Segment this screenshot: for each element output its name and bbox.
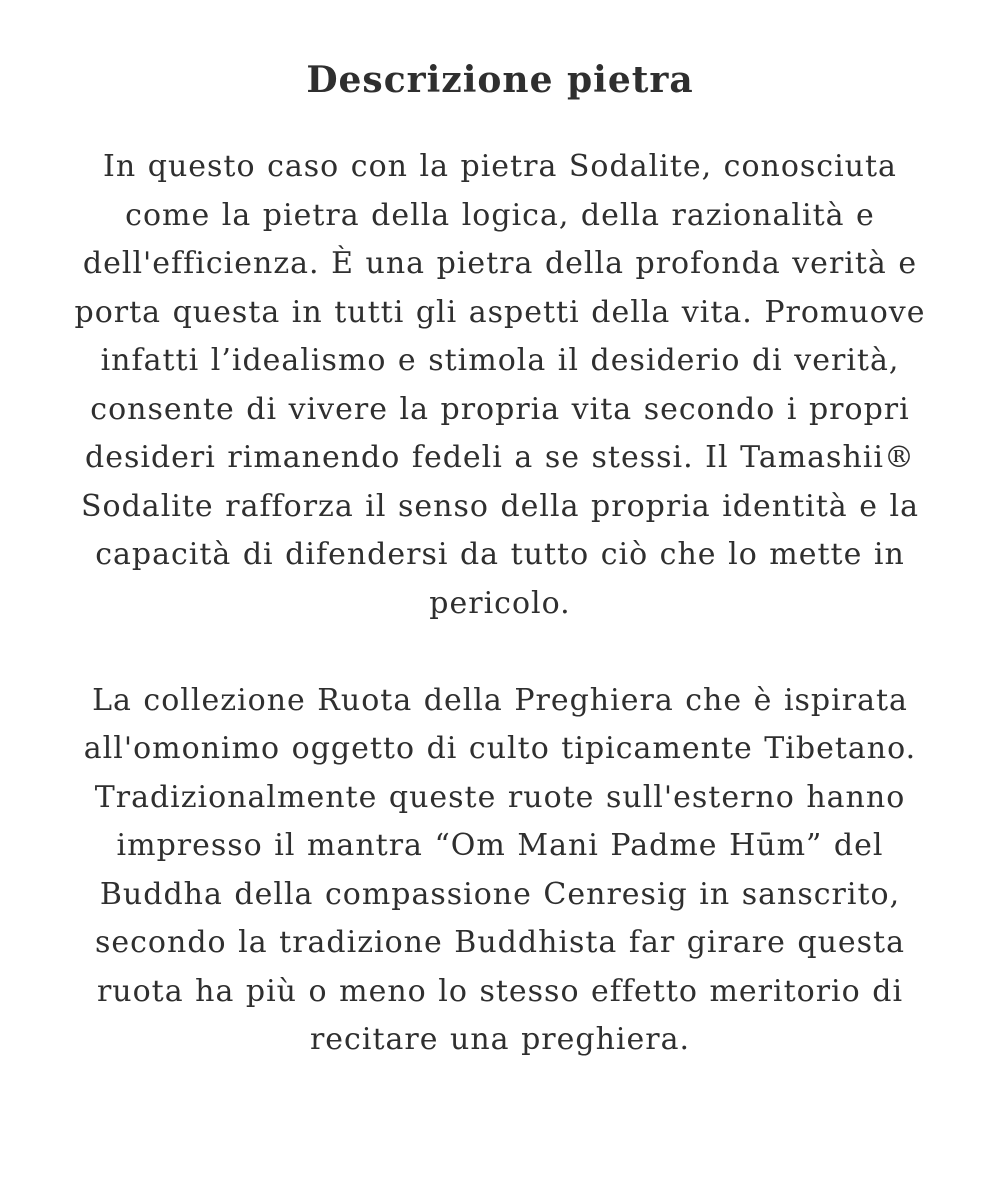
paragraph-line: come la pietra della logica, della razionalità e [125, 197, 875, 233]
paragraph-line: desideri rimanendo fedeli a se stessi. Il Tamashii® [85, 440, 915, 475]
paragraph-line: recitare una preghiera. [309, 1022, 691, 1057]
paragraph-line: In questo caso con la pietra Sodalite, conosciuta [103, 149, 897, 184]
paragraph-line: all'omonimo oggetto di culto tipicamente Tibetano. [83, 731, 917, 766]
paragraph-line: impresso il mantra “Om Mani Padme Hūm” del [116, 828, 884, 863]
paragraph-line: pericolo. [429, 585, 571, 621]
stone-description-paragraph [40, 143, 960, 628]
paragraph-line: infatti l’idealismo e stimola il desiderio di verità, [100, 343, 900, 378]
paragraph-line: Tradizionalmente queste ruote sull'esterno hanno [94, 779, 906, 815]
paragraph-line: consente di vivere la propria vita secondo i propri [90, 391, 910, 427]
paragraph-line: ruota ha più o meno lo stesso effetto meritorio di [96, 973, 904, 1009]
paragraph-line: Sodalite rafforza il senso della propria identità e la [80, 488, 919, 524]
page-title: Descrizione pietra [306, 59, 694, 101]
paragraph-line: porta questa in tutti gli aspetti della vita. Promuove [74, 294, 926, 330]
paragraph-spacer [40, 628, 960, 677]
paragraph-line: capacità di difendersi da tutto ciò che lo mette in [95, 537, 905, 572]
description-body [40, 143, 960, 1065]
paragraph-line: Buddha della compassione Cenresig in sanscrito, [99, 876, 901, 912]
paragraph-line: La collezione Ruota della Preghiera che è ispirata [92, 682, 908, 718]
paragraph-line: secondo la tradizione Buddhista far girare questa [94, 925, 905, 960]
collection-description-paragraph [40, 677, 960, 1065]
paragraph-line: dell'efficienza. È una pietra della profonda verità e [82, 246, 918, 281]
